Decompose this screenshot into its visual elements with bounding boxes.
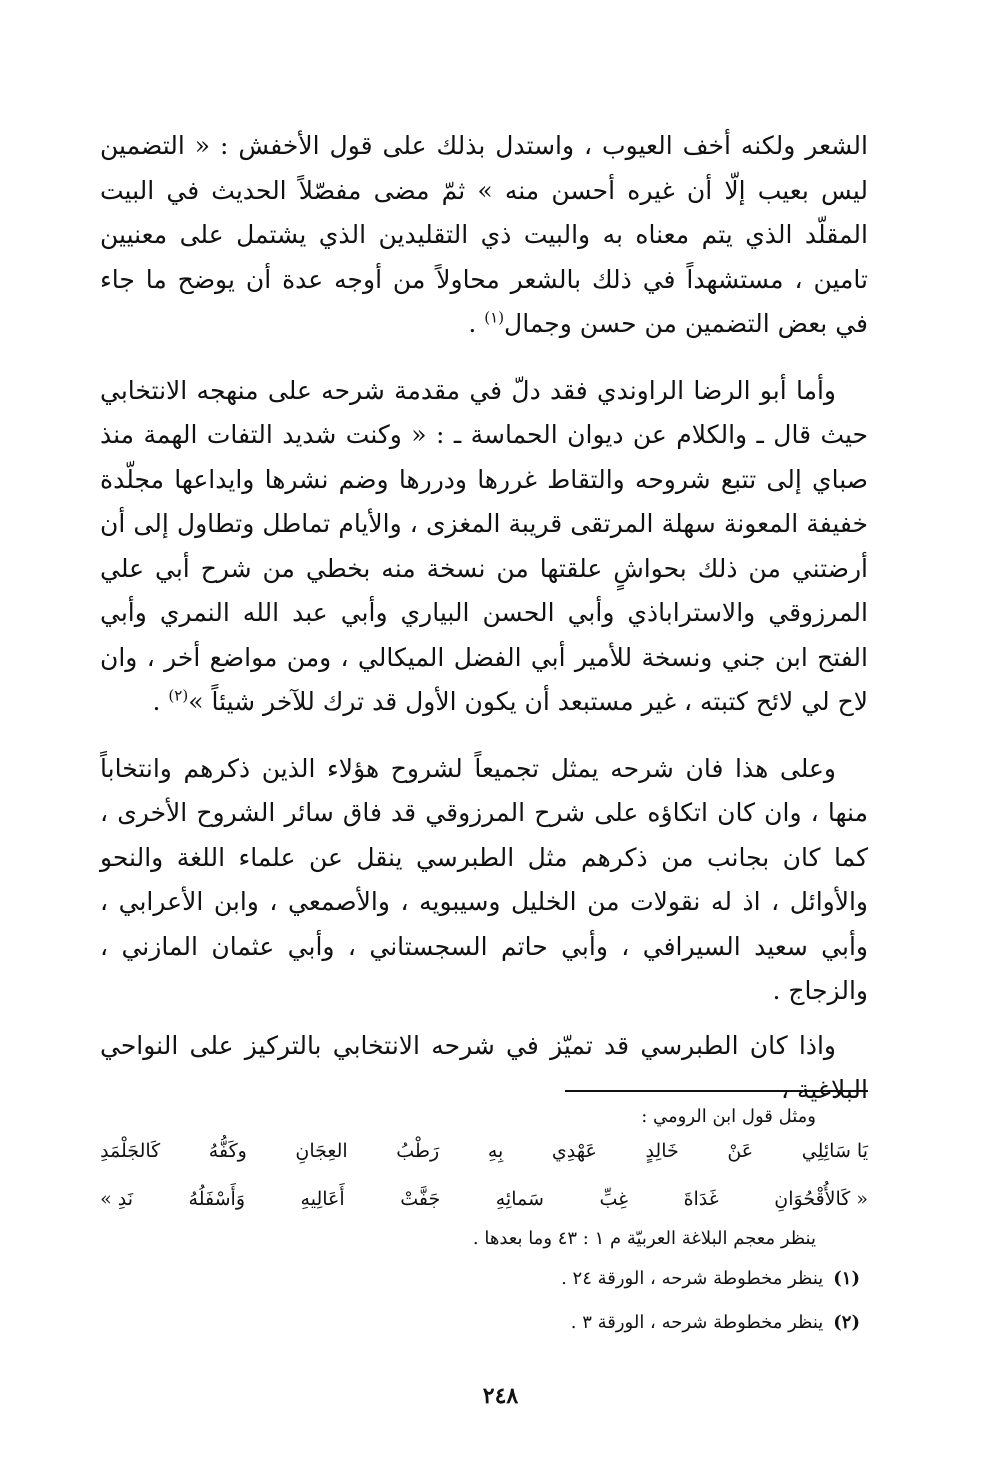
footnote-ref-1[interactable]: (١) xyxy=(484,308,505,327)
poem-word: عَهْدِي xyxy=(551,1140,597,1162)
poem-word: بِهِ xyxy=(487,1140,504,1162)
poem-word: كَالجَلْمَدِ xyxy=(100,1140,161,1162)
poem-word: غِبِّ xyxy=(599,1188,629,1210)
poem-word: أَعَالِيهِ xyxy=(300,1188,345,1210)
poem-line-2 xyxy=(100,1188,868,1210)
poem-word: سَمائِهِ xyxy=(495,1188,544,1210)
paragraph-1 xyxy=(100,124,868,347)
paragraph-1-tail: . xyxy=(468,309,485,338)
poem-word: وكَفُّهُ xyxy=(208,1140,247,1162)
footnote-ref-2[interactable]: (٢) xyxy=(168,686,189,705)
page-number: ٢٤٨ xyxy=(482,1383,519,1409)
paragraph-1-text: الشعر ولكنه أخف العيوب ، واستدل بذلك على قول الأخفش : « التضمين ليس بعيب إلّا أن غيره أحسن منه » ثمّ مضى مفصّلاً الحديث في البيت المقلّد الذي يتم معناه به والبيت ذي التقليدين الذي يشتمل على معنيين تامين ، مستشهداً في ذلك بالشعر محاولاً من أوجه عدة أن يوضح ما جاء في بعض التضمين من حسن وجمال xyxy=(100,131,869,338)
footnote-2 xyxy=(100,1312,868,1333)
poem-word: وَأَسْفَلُهُ xyxy=(188,1188,246,1210)
poem-word: جَفَّتْ xyxy=(400,1188,441,1210)
poem-word: عَنْ xyxy=(727,1140,754,1162)
paragraph-4-text: واذا كان الطبرسي قد تميّز في شرحه الانتخابي بالتركيز على النواحي البلاغية ، xyxy=(100,1030,868,1104)
paragraph-2-tail: . xyxy=(152,687,169,716)
paragraph-3 xyxy=(100,747,868,1014)
poem-word: « كَالأُقْحُوَانِ xyxy=(774,1188,868,1210)
poem-word: يَا سَائِلِي xyxy=(801,1140,868,1162)
paragraph-2 xyxy=(100,369,868,725)
poem-word: نَدِ » xyxy=(100,1188,134,1210)
footnote-2-number: (٢) xyxy=(833,1312,860,1333)
footnote-1-number: (١) xyxy=(833,1268,860,1289)
poem-word: العِجَانِ xyxy=(295,1140,348,1162)
footnote-2-text: ينظر مخطوطة شرحه ، الورقة ٣ . xyxy=(570,1312,824,1333)
poem-word: غَدَاةَ xyxy=(683,1188,719,1210)
footnote-intro: ومثل قول ابن الرومي : xyxy=(641,1106,816,1127)
poem-word: رَطْبُ xyxy=(396,1140,440,1162)
paragraph-3-text: وعلى هذا فان شرحه يمثل تجميعاً لشروح هؤلاء الذين ذكرهم وانتخاباً منها ، وان كان اتكاؤه على شرح المرزوقي قد فاق سائر الشروح الأخرى ، كما كان بجانب من ذكرهم مثل الطبرسي ينقل عن علماء اللغة والنحو والأوائل ، اذ له نقولات من الخليل وسيبويه ، والأصمعي ، وابن الأعرابي ، وأبي سعيد السيرافي ، وأبي حاتم السجستاني ، وأبي عثمان المازني ، والزجاج . xyxy=(100,753,868,1005)
footnote-1 xyxy=(100,1268,868,1289)
main-text xyxy=(100,124,868,1113)
footnote-reference: ينظر معجم البلاغة العربيّة م ١ : ٤٣ وما بعدها . xyxy=(472,1228,816,1249)
poem-line-1 xyxy=(100,1140,868,1162)
paragraph-2-text: وأما أبو الرضا الراوندي فقد دلّ في مقدمة شرحه على منهجه الانتخابي حيث قال ـ والكلام عن ديوان الحماسة ـ : « وكنت شديد التفات الهمة منذ صباي إلى تتبع شروحه والتقاط غررها ودررها وضم نشرها وايداعها مجلّدة خفيفة المعونة سهلة المرتقى قريبة المغزى ، والأيام تماطل وتطاول إلى أن أرضتني من ذلك بحواشٍ علقتها من نسخة منه بخطي من شرح أبي علي المرزوقي والاستراباذي وأبي الحسن البياري وأبي عبد الله النمري وأبي الفتح ابن جني ونسخة للأمير أبي الفضل الميكالي ، ومن مواضع أخر ، وان لاح لي لائح كتبته ، غير مستبعد أن يكون الأول قد ترك للآخر شيئاً » xyxy=(100,375,868,716)
footnote-1-text: ينظر مخطوطة شرحه ، الورقة ٢٤ . xyxy=(561,1268,824,1289)
paragraph-4 xyxy=(100,1024,868,1113)
footnote-separator xyxy=(565,1090,868,1092)
poem-word: خَالِدٍ xyxy=(645,1140,679,1162)
